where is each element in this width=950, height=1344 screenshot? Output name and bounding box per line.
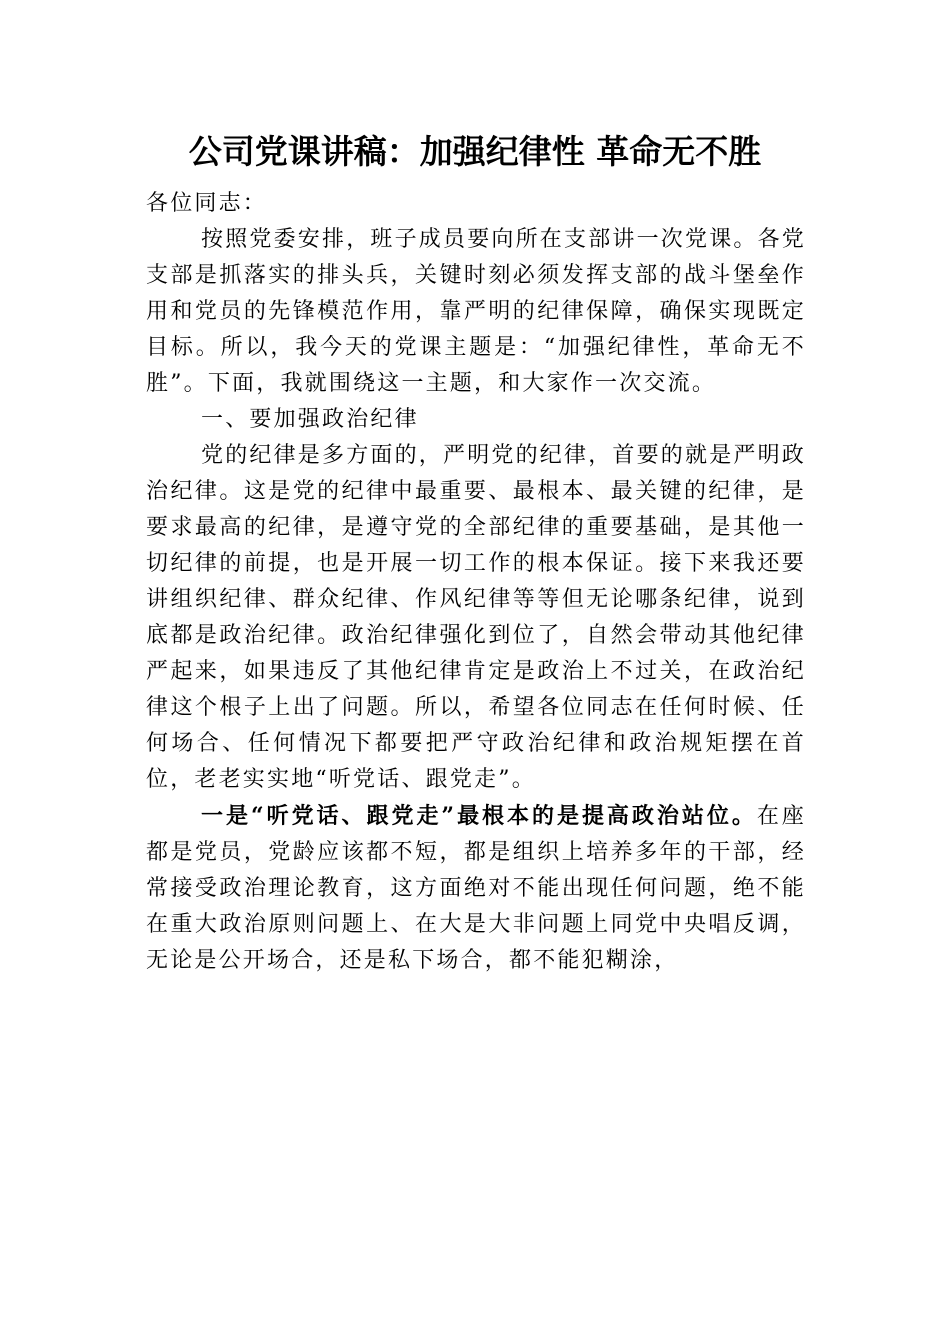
document-body <box>146 186 806 979</box>
point-body-text: 在座都是党员，党龄应该都不短，都是组织上培养多年的干部，经常接受政治理论教育，这方面绝对不能出现任何问题，绝不能在重大政治原则问题上、在大是大非问题上同党中央唱反调，无论是公开场合，还是私下场合，都不能犯糊涂， <box>146 804 806 973</box>
section-paragraph-political-discipline: 党的纪律是多方面的，严明党的纪律，首要的就是严明政治纪律。这是党的纪律中最重要、最根本、最关键的纪律，是要求最高的纪律，是遵守党的全部纪律的重要基础，是其他一切纪律的前提，也是开展一切工作的根本保证。接下来我还要讲组织纪律、群众纪律、作风纪律等等但无论哪条纪律，说到底都是政治纪律。政治纪律强化到位了，自然会带动其他纪律严起来，如果违反了其他纪律肯定是政治上不过关，在政治纪律这个根子上出了问题。所以，希望各位同志在任何时候、任何场合、任何情况下都要把严守政治纪律和政治规矩摆在首位，老老实实地“听党话、跟党走”。 <box>146 443 807 792</box>
section-heading-political-discipline: 一、要加强政治纪律 <box>201 407 419 432</box>
point-lead-text: 一是“听党话、跟党走”最根本的是提高政治站位。 <box>201 803 757 829</box>
salutation: 各位同志： <box>146 191 268 216</box>
point-paragraph-one <box>146 798 806 979</box>
intro-paragraph: 按照党委安排，班子成员要向所在支部讲一次党课。各党支部是抓落实的排头兵，关键时刻必须发挥支部的战斗堡垒作用和党员的先锋模范作用，靠严明的纪律保障，确保实现既定目标。所以，我今天的党课主题是：“加强纪律性，革命无不胜”。下面，我就围绕这一主题，和大家作一次交流。 <box>146 227 807 396</box>
document-title: 公司党课讲稿：加强纪律性 革命无不胜 <box>188 132 762 171</box>
